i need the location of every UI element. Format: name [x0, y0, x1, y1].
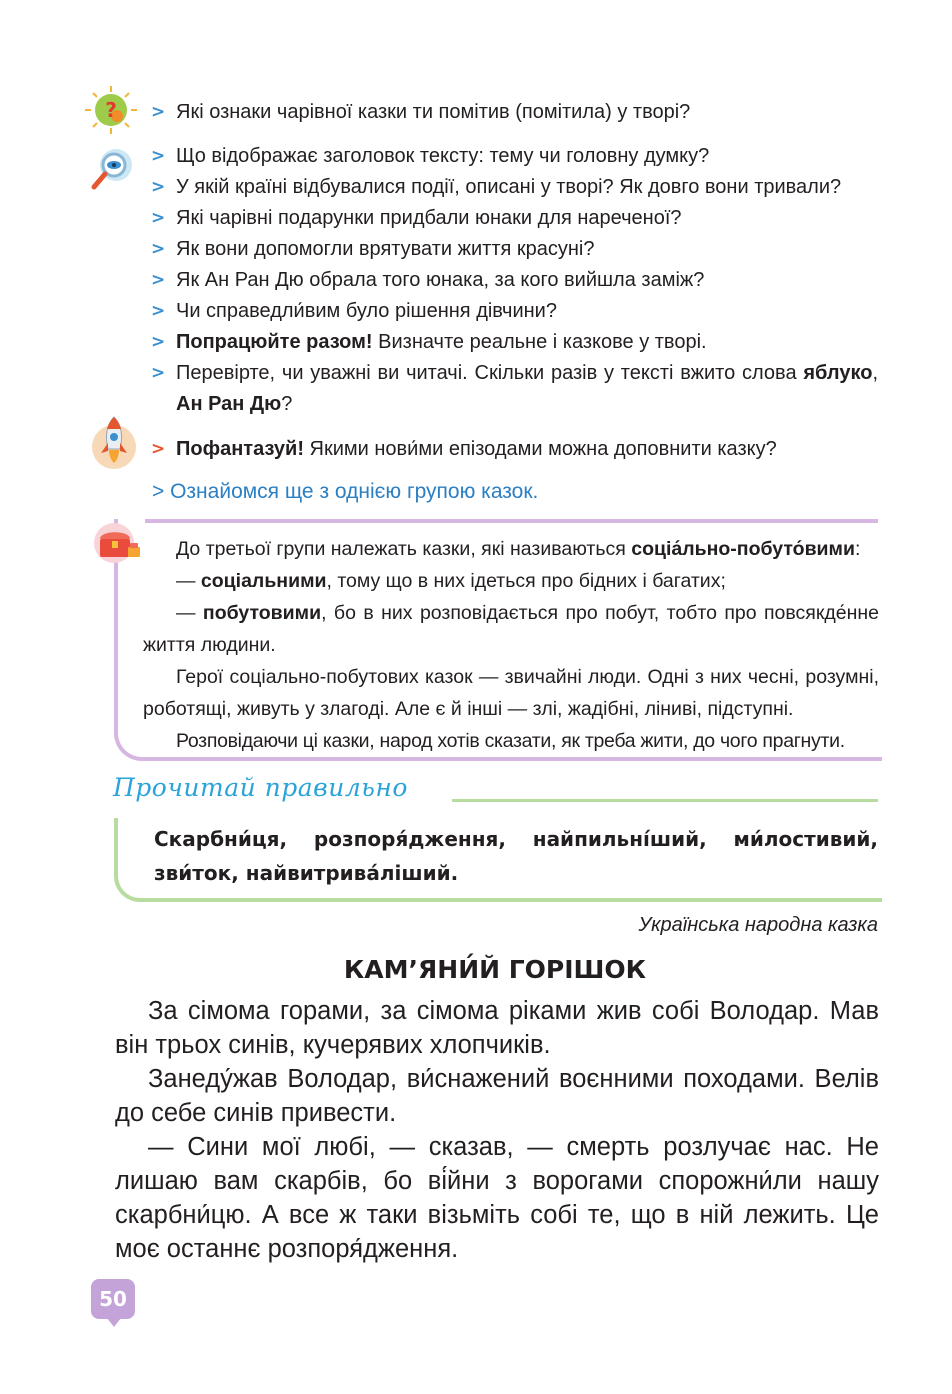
story-subtitle: Українська народна казка: [638, 914, 878, 936]
question-line: Як вони допомогли врятувати життя красуні?: [176, 238, 595, 260]
info-paragraph: [143, 565, 879, 597]
bullet-arrow: >: [151, 208, 166, 228]
bullet-arrow: >: [151, 239, 166, 259]
fantasize-line: [176, 434, 878, 465]
story-paragraph: За сімома горами, за сімома ріками жив собі Володар. Мав він трьох синів, кучерявих хлопчиків.: [115, 997, 879, 1059]
info-text: —: [176, 570, 201, 592]
intro-next-tales: > Ознайомся ще з однією групою казок.: [152, 480, 539, 503]
question-icon: [80, 84, 142, 136]
bullet-arrow: >: [151, 146, 166, 166]
info-text: :: [854, 538, 861, 560]
info-paragraph: Розповідаючи ці казки, народ хотів сказати, як треба жити, до чого прагнути.: [176, 730, 845, 752]
info-term: соціа́льно-побуто́вими: [631, 538, 855, 560]
check-readers-line: [176, 358, 878, 420]
bullet-arrow: >: [151, 363, 166, 383]
check-readers-bold: Ан Ран Дю: [176, 393, 282, 415]
story-paragraph: Занеду́жав Володар, ви́снажений воєнними походами. Велів до себе синів привести.: [115, 1065, 879, 1127]
fantasize-bold: Пофантазуй!: [176, 438, 304, 460]
info-text: До третьої групи належать казки, які називаються: [176, 538, 632, 560]
story-title: КАМ’ЯНИ́Й ГОРІШОК: [343, 955, 647, 984]
work-together-bold: Попрацюйте разом!: [176, 331, 373, 353]
rocket-icon: [89, 413, 139, 471]
magnifier-eye-icon: [88, 147, 138, 193]
read-correctly-rule: [452, 799, 878, 802]
info-paragraph: [143, 533, 879, 565]
work-together-text: Визначте реальне і казкове у творі.: [372, 331, 707, 353]
info-term: соціальними: [200, 570, 327, 592]
svg-text:?: ?: [105, 98, 117, 122]
bullet-arrow: >: [151, 102, 166, 122]
bullet-arrow: >: [151, 332, 166, 352]
check-readers-text: ,: [872, 362, 878, 384]
info-text: —: [176, 602, 203, 624]
info-paragraph: [143, 597, 879, 661]
work-together-line: [176, 327, 878, 358]
check-readers-text: ?: [281, 393, 293, 415]
question-line: Що відображає заголовок тексту: тему чи головну думку?: [176, 145, 710, 167]
info-term: побутовими: [202, 602, 322, 624]
bullet-arrow: >: [151, 177, 166, 197]
check-readers-bold: яблуко: [803, 362, 873, 384]
info-text: , бо в них розповідається про побут, тобто про повсякде́нне життя людини.: [143, 602, 879, 656]
fantasize-text: Якими нови́ми епізодами можна доповнити казку?: [303, 438, 777, 460]
bullet-arrow: >: [151, 270, 166, 290]
page-number: 50: [91, 1279, 135, 1319]
page-number-tail: [107, 1318, 121, 1327]
read-correctly-words: Скарбни́ця, розпоря́дження, найпильні́ший, ми́лостивий, зви́ток, найвитрива́ліший.: [154, 827, 878, 885]
question-line: У якій країні відбувалися події, описані у творі? Як довго вони тривали?: [176, 176, 842, 198]
info-text: , тому що в них ідеться про бідних і багатих;: [326, 570, 726, 592]
question-line: Як Ан Ран Дю обрала того юнака, за кого вийшла заміж?: [176, 269, 705, 291]
question-line: Які чарівні подарунки придбали юнаки для нареченої?: [176, 207, 682, 229]
read-correctly-title: Прочитай правильно: [113, 773, 408, 802]
story-paragraph: — Сини мої любі, — сказав, — смерть розлучає нас. Не лишаю вам скарбів, бо ві́йни з ворогами спорожни́ли нашу скарбни́цю. А все ж таки візьміть собі те, що в ній лежить. Це моє останнє розпоря́дження.: [115, 1133, 879, 1263]
check-readers-text: Перевірте, чи уважні ви читачі. Скільки разів у тексті вжито слова: [176, 362, 804, 384]
bullet-arrow: >: [151, 301, 166, 321]
bullet-arrow: >: [151, 439, 166, 459]
info-paragraph: Герої соціально-побутових казок — звичайні люди. Одні з них чесні, розумні, роботящі, живуть у злагоді. Але є й інші — злі, жадібні, ліниві, підступні.: [143, 666, 879, 720]
question-line: Які ознаки чарівної казки ти помітив (помітила) у творі?: [176, 101, 691, 123]
story-text: [115, 994, 879, 1266]
treasure-chest-icon: [90, 521, 146, 567]
question-line: Чи справедли́вим було рішення дівчини?: [176, 300, 557, 322]
